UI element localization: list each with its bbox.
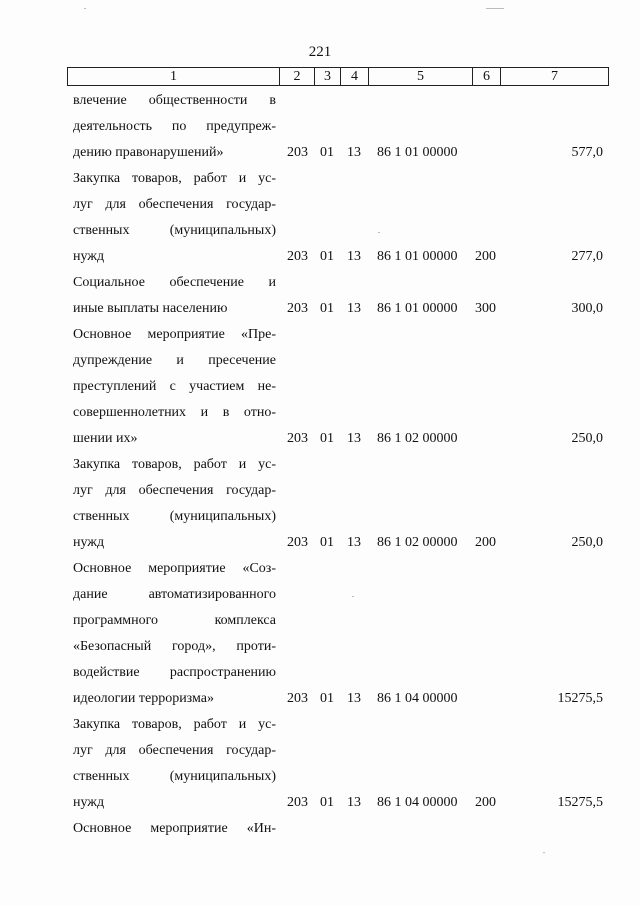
- cell-col-4: 13: [347, 691, 361, 706]
- scan-speck: [352, 596, 354, 597]
- cell-col-7: 15275,5: [557, 795, 603, 810]
- description-line: дению правонарушений»: [73, 145, 224, 160]
- scan-speck: [486, 8, 504, 9]
- row-description: [73, 556, 276, 712]
- description-line: луг для обеспечения государ-: [73, 483, 276, 498]
- description-line: иные выплаты населению: [73, 301, 228, 316]
- cell-col-4: 13: [347, 301, 361, 316]
- cell-col-2: 203: [287, 145, 308, 160]
- description-line: ственных (муниципальных): [73, 769, 276, 784]
- description-line: Закупка товаров, работ и ус-: [73, 171, 276, 186]
- cell-col-7: 15275,5: [557, 691, 603, 706]
- cell-col-7: 277,0: [571, 249, 603, 264]
- table-row: [0, 712, 640, 816]
- header-col-6: 6: [472, 67, 501, 86]
- row-description: [73, 816, 276, 842]
- table-body: [0, 88, 640, 842]
- description-line: совершеннолетних и в отно-: [73, 405, 276, 420]
- description-line: Закупка товаров, работ и ус-: [73, 717, 276, 732]
- cell-col-3: 01: [320, 691, 334, 706]
- table-row: [0, 270, 640, 322]
- cell-col-3: 01: [320, 535, 334, 550]
- description-line: нужд: [73, 249, 105, 264]
- row-description: [73, 712, 276, 816]
- description-line: Закупка товаров, работ и ус-: [73, 457, 276, 472]
- header-col-2: 2: [279, 67, 315, 86]
- scan-speck: [378, 232, 380, 233]
- cell-col-4: 13: [347, 145, 361, 160]
- table-row: [0, 556, 640, 712]
- cell-col-7: 577,0: [571, 145, 603, 160]
- cell-col-3: 01: [320, 301, 334, 316]
- cell-col-7: 250,0: [571, 535, 603, 550]
- cell-col-6: 300: [475, 301, 496, 316]
- cell-col-6: 200: [475, 535, 496, 550]
- cell-col-5: 86 1 02 00000: [377, 535, 458, 550]
- description-line: программного комплекса: [73, 613, 276, 628]
- cell-col-2: 203: [287, 249, 308, 264]
- row-description: [73, 452, 276, 556]
- description-line: дание автоматизированного: [73, 587, 276, 602]
- table-row: [0, 452, 640, 556]
- scan-speck: [84, 8, 86, 9]
- cell-col-2: 203: [287, 691, 308, 706]
- description-line: идеологии терроризма»: [73, 691, 214, 706]
- description-line: Социальное обеспечение и: [73, 275, 276, 290]
- description-line: Основное мероприятие «Пре-: [73, 327, 276, 342]
- header-col-3: 3: [314, 67, 341, 86]
- description-line: водействие распространению: [73, 665, 276, 680]
- header-col-7: 7: [500, 67, 609, 86]
- cell-col-5: 86 1 01 00000: [377, 249, 458, 264]
- cell-col-7: 300,0: [571, 301, 603, 316]
- cell-col-3: 01: [320, 795, 334, 810]
- description-line: луг для обеспечения государ-: [73, 743, 276, 758]
- table-row: [0, 166, 640, 270]
- cell-col-5: 86 1 02 00000: [377, 431, 458, 446]
- description-line: нужд: [73, 535, 105, 550]
- cell-col-2: 203: [287, 301, 308, 316]
- description-line: дупреждение и пресечение: [73, 353, 276, 368]
- cell-col-6: 200: [475, 795, 496, 810]
- description-line: «Безопасный город», проти-: [73, 639, 276, 654]
- header-col-4: 4: [340, 67, 369, 86]
- description-line: шении их»: [73, 431, 138, 446]
- cell-col-5: 86 1 01 00000: [377, 145, 458, 160]
- row-description: [73, 322, 276, 452]
- row-description: [73, 270, 276, 322]
- cell-col-6: 200: [475, 249, 496, 264]
- table-row: [0, 322, 640, 452]
- row-description: [73, 88, 276, 166]
- cell-col-7: 250,0: [571, 431, 603, 446]
- cell-col-3: 01: [320, 431, 334, 446]
- description-line: деятельность по предупреж-: [73, 119, 276, 134]
- scan-speck: [543, 852, 545, 853]
- description-line: ственных (муниципальных): [73, 509, 276, 524]
- description-line: преступлений с участием не-: [73, 379, 276, 394]
- cell-col-2: 203: [287, 431, 308, 446]
- cell-col-4: 13: [347, 431, 361, 446]
- cell-col-4: 13: [347, 249, 361, 264]
- cell-col-5: 86 1 04 00000: [377, 691, 458, 706]
- cell-col-3: 01: [320, 145, 334, 160]
- header-col-1: 1: [67, 67, 280, 86]
- cell-col-5: 86 1 04 00000: [377, 795, 458, 810]
- cell-col-5: 86 1 01 00000: [377, 301, 458, 316]
- cell-col-4: 13: [347, 535, 361, 550]
- description-line: Основное мероприятие «Соз-: [73, 561, 276, 576]
- cell-col-2: 203: [287, 535, 308, 550]
- description-line: нужд: [73, 795, 105, 810]
- page-number: 221: [308, 44, 332, 60]
- cell-col-3: 01: [320, 249, 334, 264]
- description-line: Основное мероприятие «Ин-: [73, 821, 276, 836]
- description-line: влечение общественности в: [73, 93, 276, 108]
- cell-col-2: 203: [287, 795, 308, 810]
- table-row: [0, 816, 640, 842]
- cell-col-4: 13: [347, 795, 361, 810]
- table-row: [0, 88, 640, 166]
- description-line: ственных (муниципальных): [73, 223, 276, 238]
- row-description: [73, 166, 276, 270]
- description-line: луг для обеспечения государ-: [73, 197, 276, 212]
- header-col-5: 5: [368, 67, 473, 86]
